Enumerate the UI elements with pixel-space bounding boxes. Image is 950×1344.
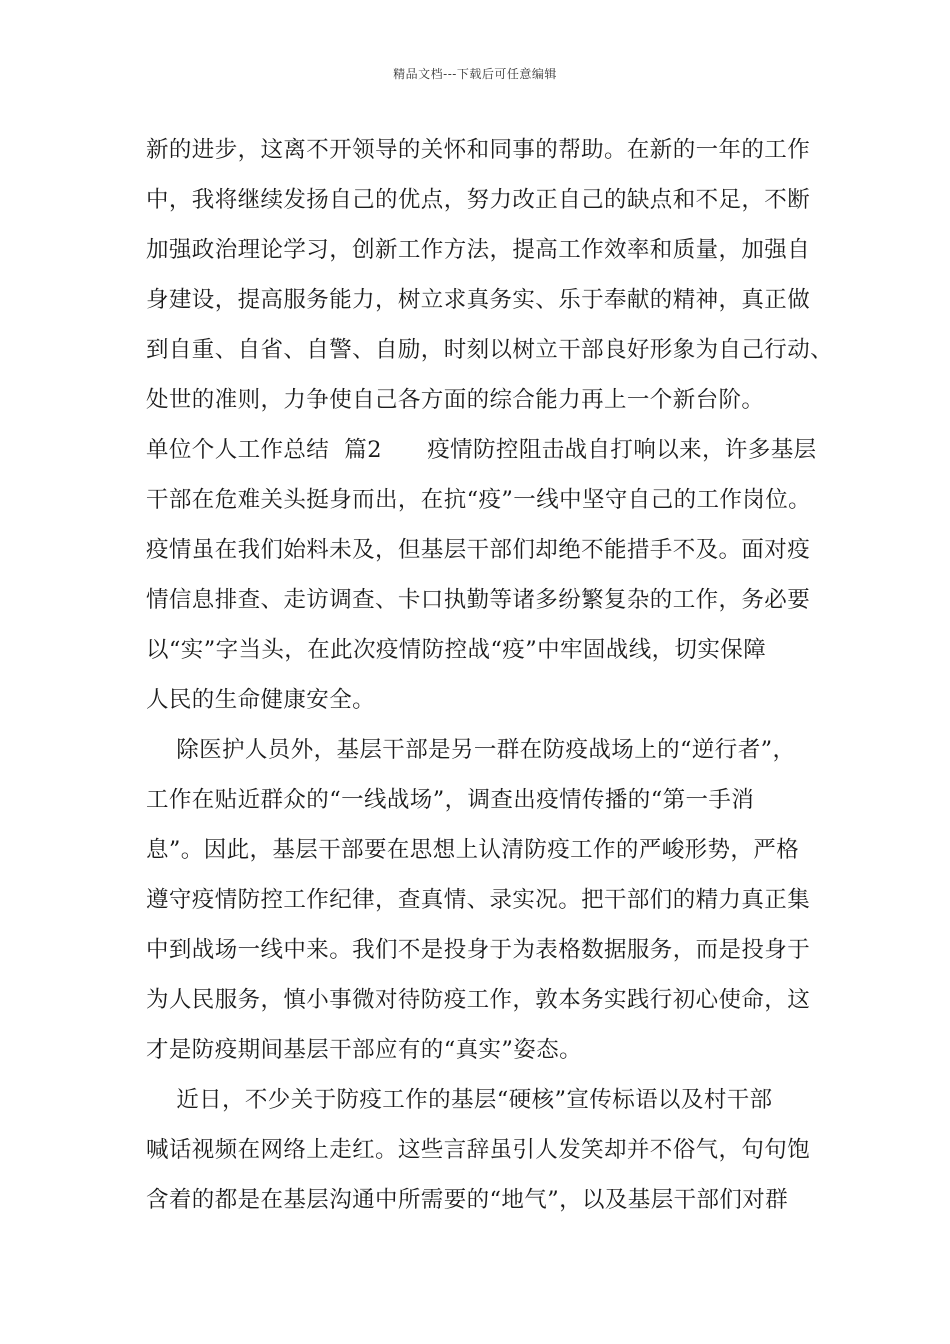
body-line: 喊话视频在网络上走红。这些言辞虽引人发笑却并不俗气，句句饱 (146, 1137, 811, 1163)
body-line: 新的进步，这离不开领导的关怀和同事的帮助。在新的一年的工作 (146, 137, 811, 163)
body-line: 人民的生命健康安全。 (146, 687, 376, 713)
body-line: 干部在危难关头挺身而出，在抗“疫”一线中坚守自己的工作岗位。 (146, 487, 812, 513)
body-line: 以“实”字当头，在此次疫情防控战“疫”中牢固战线，切实保障 (146, 637, 767, 663)
body-line: 除医护人员外，基层干部是另一群在防疫战场上的“逆行者”， (146, 737, 796, 763)
body-line: 身建设，提高服务能力，树立求真务实、乐于奉献的精神，真正做 (146, 287, 811, 313)
section-heading-line: 单位个人工作总结 篇2 疫情防控阻击战自打响以来，许多基层 (146, 437, 817, 463)
body-line: 工作在贴近群众的“一线战场”，调查出疫情传播的“第一手消 (146, 787, 755, 813)
page-header: 精品文档---下载后可任意编辑 (393, 67, 557, 81)
body-line: 中，我将继续发扬自己的优点，努力改正自己的缺点和不足，不断 (146, 187, 811, 213)
body-line: 中到战场一线中来。我们不是投身于为表格数据服务，而是投身于 (146, 937, 811, 963)
body-line: 为人民服务，慎小事微对待防疫工作，敦本务实践行初心使命，这 (146, 987, 811, 1013)
body-line: 近日，不少关于防疫工作的基层“硬核”宣传标语以及村干部 (146, 1087, 773, 1113)
body-line: 含着的都是在基层沟通中所需要的“地气”，以及基层干部们对群 (146, 1187, 789, 1213)
body-line: 加强政治理论学习，创新工作方法，提高工作效率和质量，加强自 (146, 237, 811, 263)
body-line: 到自重、自省、自警、自励，时刻以树立干部良好形象为自己行动、 (146, 337, 834, 363)
body-line: 才是防疫期间基层干部应有的“真实”姿态。 (146, 1037, 583, 1063)
body-line: 疫情虽在我们始料未及，但基层干部们却绝不能措手不及。面对疫 (146, 537, 811, 563)
body-line: 情信息排查、走访调查、卡口执勤等诸多纷繁复杂的工作，务必要 (146, 587, 811, 613)
body-line: 处世的准则，力争使自己各方面的综合能力再上一个新台阶。 (146, 387, 765, 413)
body-line: 遵守疫情防控工作纪律，查真情、录实况。把干部们的精力真正集 (146, 887, 811, 913)
body-line: 息”。因此，基层干部要在思想上认清防疫工作的严峻形势，严格 (146, 837, 800, 863)
